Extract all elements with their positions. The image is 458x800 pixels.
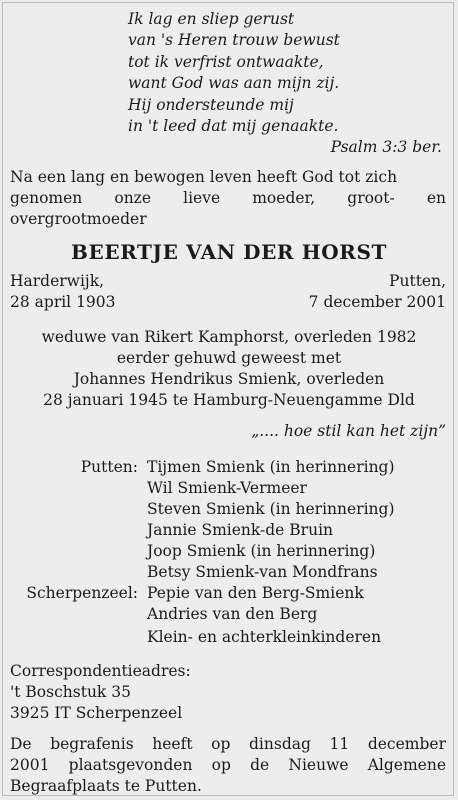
death-date: 7 december 2001 — [308, 293, 446, 311]
funeral-line-1: De begrafenis heeft op dinsdag 11 december — [10, 735, 446, 753]
marriage-line-1: weduwe van Rikert Kamphorst, overleden 1982 — [41, 328, 417, 346]
family-member: Wil Smienk-Vermeer — [147, 479, 307, 497]
correspondence-postal: 3925 IT Scherpenzeel — [10, 704, 183, 722]
marriage-line-2: eerder gehuwd geweest met — [116, 349, 342, 367]
death-place: Putten, — [389, 272, 446, 290]
marriage-line-4: 28 januari 1945 te Hamburg-Neuengamme Dld — [43, 391, 415, 409]
poem-line: Hij ondersteunde mij — [128, 95, 294, 114]
funeral-line-2: 2001 plaatsgevonden op de Nieuwe Algemene — [10, 756, 446, 774]
intro-line-3: overgrootmoeder — [10, 210, 147, 228]
poem-line: want God was aan mijn zij. — [128, 74, 340, 93]
funeral-line-3: Begraafplaats te Putten. — [10, 777, 202, 795]
family-location-putten: Putten: — [80, 458, 138, 476]
quote: „.... hoe stil kan het zijn” — [251, 422, 446, 440]
poem-line: in 't leed dat mij genaakte. — [128, 117, 339, 136]
family-member: Steven Smienk (in herinnering) — [147, 500, 395, 518]
family-member: Tijmen Smienk (in herinnering) — [147, 458, 395, 476]
correspondence-label: Correspondentieadres: — [10, 662, 191, 680]
birth-date: 28 april 1903 — [10, 293, 116, 311]
family-member: Pepie van den Berg-Smienk — [147, 584, 364, 602]
family-grandchildren: Klein- en achterkleinkinderen — [147, 628, 382, 646]
poem-line: tot ik verfrist ontwaakte, — [128, 52, 324, 71]
deceased-name: BEERTJE VAN DER HORST — [71, 240, 387, 264]
intro-line-2: genomen onze lieve moeder, groot- en — [10, 189, 446, 207]
intro-line-1: Na een lang en bewogen leven heeft God tot zich — [10, 168, 398, 186]
family-member: Joop Smienk (in herinnering) — [147, 542, 376, 560]
family-location-scherpenzeel: Scherpenzeel: — [26, 584, 138, 602]
family-member: Betsy Smienk-van Mondfrans — [147, 563, 378, 581]
poem-line: van 's Heren trouw bewust — [128, 31, 340, 50]
marriage-line-3: Johannes Hendrikus Smienk, overleden — [73, 370, 385, 388]
poem-line: Ik lag en sliep gerust — [128, 10, 295, 28]
family-member: Andries van den Berg — [147, 605, 318, 623]
birth-place: Harderwijk, — [10, 272, 105, 290]
family-member: Jannie Smienk-de Bruin — [147, 521, 334, 539]
correspondence-street: 't Boschstuk 35 — [10, 683, 131, 701]
poem-reference: Psalm 3:3 ber. — [330, 138, 442, 157]
poem — [128, 9, 448, 159]
